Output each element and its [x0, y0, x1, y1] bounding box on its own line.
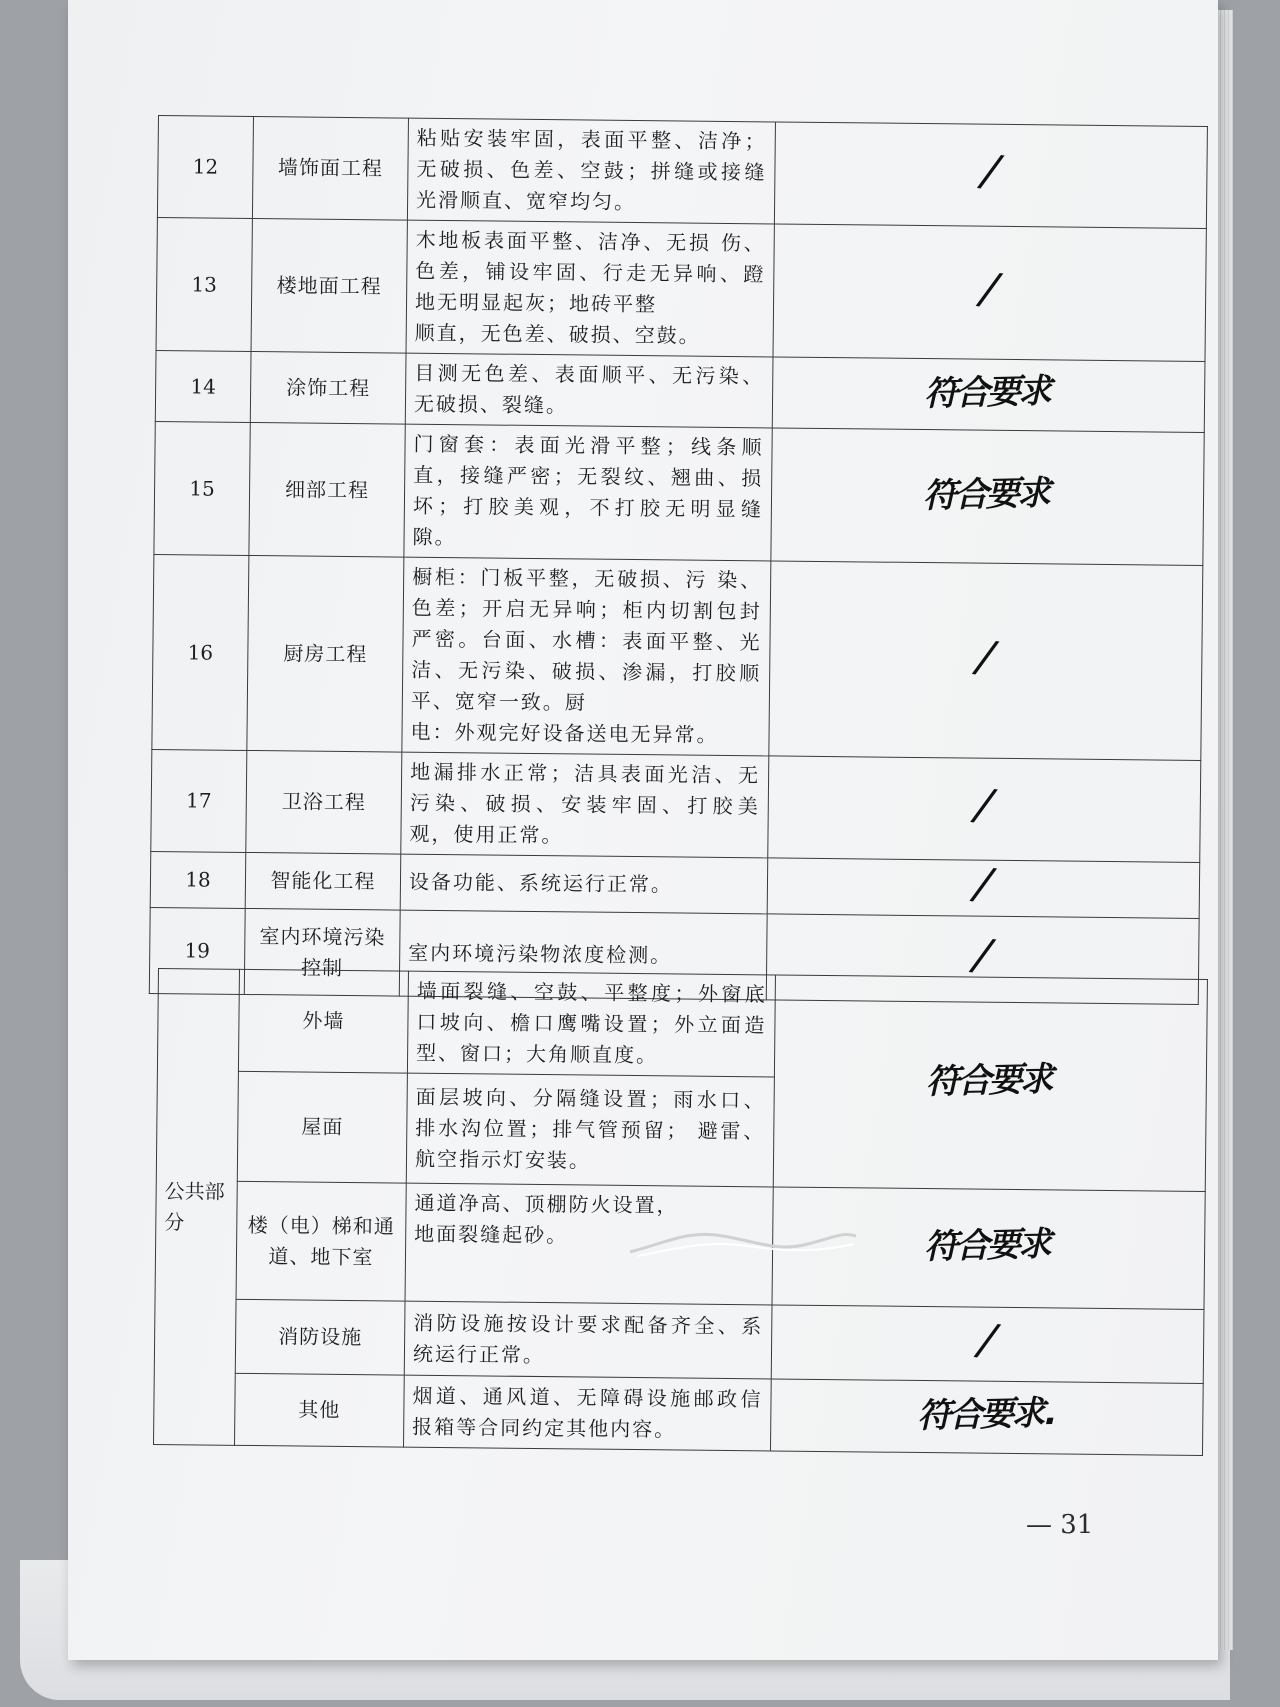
row-standard: 橱柜：门板平整，无破损、污 染、色差；开启无异响；柜内切割包封严密。台面、水槽：表面平整、光洁、无污染、破损、渗漏，打胶顺平、宽窄一致。厨 电：外观完好设备送电无异常。	[402, 557, 771, 756]
table-row	[157, 969, 1207, 1082]
handwritten-check-mark: /	[966, 929, 1000, 981]
row-item: 涂饰工程	[250, 351, 406, 424]
public-area-table	[153, 968, 1208, 1456]
table-row	[154, 1298, 1204, 1383]
table-row	[154, 1372, 1204, 1455]
row-result	[767, 858, 1200, 919]
row-item: 外墙	[238, 969, 408, 1073]
row-standard: 消防设施按设计要求配备齐全、系统运行正常。	[404, 1301, 772, 1379]
row-item: 楼地面工程	[251, 218, 407, 353]
table-row	[157, 116, 1207, 229]
row-number: 19	[149, 907, 245, 994]
row-result	[773, 224, 1206, 362]
row-result	[772, 357, 1205, 433]
row-number: 15	[154, 421, 250, 555]
group-label-public: 公共部分	[154, 969, 240, 1446]
row-item: 卫浴工程	[246, 750, 402, 854]
handwritten-check-mark: /	[973, 263, 1007, 315]
row-item: 墙饰面工程	[252, 117, 408, 221]
handwritten-check-mark: /	[971, 1314, 1005, 1366]
row-item: 消防设施	[235, 1299, 405, 1375]
row-result	[769, 561, 1203, 761]
row-standard: 门窗套：表面光滑平整；线条顺直，接缝严密；无裂纹、翘曲、损坏；打胶美观，不打胶无明显缝隙。	[404, 424, 772, 561]
row-number: 17	[151, 749, 247, 852]
table-row	[154, 421, 1204, 565]
row-result-merged	[773, 975, 1207, 1192]
handwritten-signature-result: 符合要求	[920, 472, 1055, 516]
row-standard: 地漏排水正常；洁具表面光洁、无污染、破损、安装牢固、打胶美观，使用正常。	[401, 752, 769, 858]
table-row	[152, 554, 1203, 760]
table-row	[151, 749, 1201, 862]
handwritten-signature-result: 符合要求	[923, 1059, 1058, 1103]
handwritten-check-mark: /	[974, 145, 1008, 197]
row-item: 楼（电）梯和通道、地下室	[236, 1181, 406, 1301]
handwritten-signature-result: 符合要求.	[914, 1393, 1059, 1437]
page-number: — 31	[1026, 1510, 1094, 1540]
paper-tear-mark	[628, 1222, 858, 1258]
table-row	[156, 217, 1206, 361]
row-item: 智能化工程	[245, 852, 401, 910]
row-standard: 室内环境污染物浓度检测。	[399, 910, 767, 1000]
row-result	[768, 756, 1201, 863]
row-number: 13	[156, 217, 252, 351]
row-number: 16	[152, 554, 249, 750]
handwritten-check-mark: /	[966, 858, 1000, 910]
document-page	[68, 0, 1218, 1660]
row-result	[771, 428, 1204, 566]
table-row	[155, 350, 1205, 432]
row-result	[770, 1379, 1203, 1456]
row-standard: 木地板表面平整、洁净、无损 伤、色差，铺设牢固、行走无异响、蹬地无明显起灰；地砖平整 顺直，无色差、破损、空鼓。	[406, 220, 774, 357]
row-item: 细部工程	[249, 422, 405, 557]
row-result	[771, 1305, 1204, 1384]
row-number: 12	[157, 116, 253, 219]
row-standard: 粘贴安装牢固，表面平整、洁净；无破损、色差、空鼓；拼缝或接缝光滑顺直、宽窄均匀。	[407, 118, 775, 224]
row-result	[774, 122, 1207, 229]
row-number: 18	[150, 851, 246, 908]
row-standard: 面层坡向、分隔缝设置；雨水口、排水沟位置；排气管预留； 避雷、航空指示灯安装。	[406, 1073, 774, 1187]
handwritten-signature-result: 符合要求	[921, 370, 1056, 414]
row-standard: 目测无色差、表面顺平、无污染、无破损、裂缝。	[405, 353, 773, 428]
row-item: 室内环境污染控制	[244, 908, 400, 996]
acceptance-table	[149, 115, 1208, 1005]
row-number: 14	[155, 350, 251, 422]
handwritten-check-mark: /	[967, 779, 1001, 831]
row-item: 其他	[235, 1373, 405, 1447]
handwritten-check-mark: /	[969, 631, 1003, 683]
row-standard: 烟道、通风道、无障碍设施邮政信报箱等合同约定其他内容。	[403, 1375, 771, 1451]
row-standard: 墙面裂缝、空鼓、平整度；外窗底口坡向、檐口鹰嘴设置；外立面造型、窗口；大角顺直度。	[407, 971, 775, 1077]
handwritten-signature-result: 符合要求	[921, 1224, 1056, 1268]
row-standard: 设备功能、系统运行正常。	[400, 854, 768, 914]
row-item: 厨房工程	[247, 555, 404, 752]
row-item: 屋面	[237, 1071, 407, 1183]
row-standard: 通道净高、顶棚防火设置， 地面裂缝起砂。	[405, 1183, 773, 1305]
